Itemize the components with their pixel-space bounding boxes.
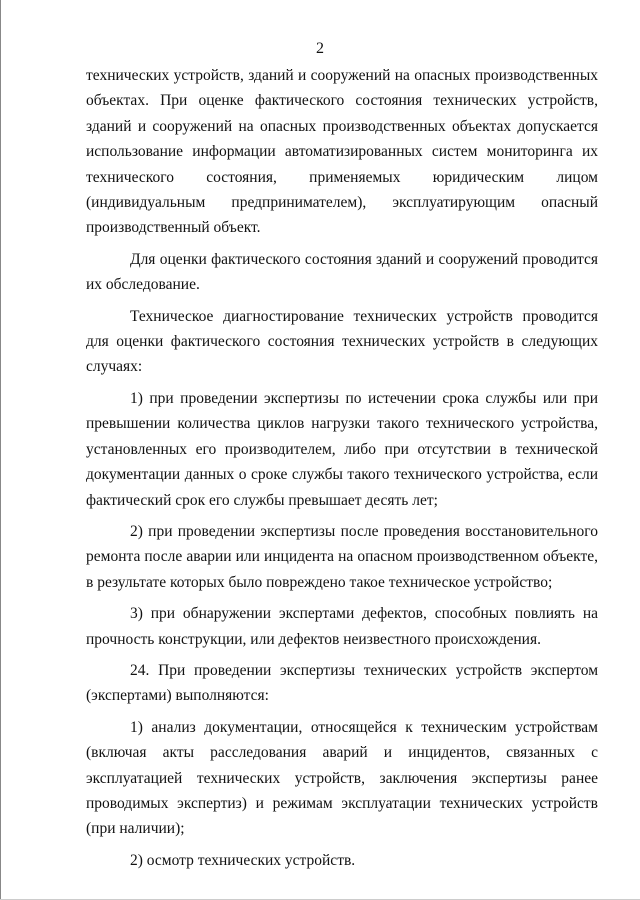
page-edge xyxy=(0,0,1,900)
paragraph-clause-24: 24. При проведении экспертизы технических устройств экспертом (экспертами) выполняются: xyxy=(86,661,598,705)
page-number: 2 xyxy=(316,40,324,57)
list-item-1: 1) при проведении экспертизы по истечении срока службы или при превышении количества циклов нагрузки такого технического устройства, установленных его производителем, либо при отсутствии в технической документации данных о сроке службы такого технического устройства, если фактический срок его службы превышает десять лет; xyxy=(86,389,598,509)
list-item-3: 3) при обнаружении экспертами дефектов, способных повлиять на прочность конструкции, или дефектов неизвестного происхождения. xyxy=(86,605,598,648)
document-body xyxy=(86,63,598,873)
paragraph-diagnostics-intro: Техническое диагностирование технических устройств проводится для оценки фактического состояния технических устройств в следующих случаях: xyxy=(86,307,598,376)
clause-24-item-2: 2) осмотр технических устройств. xyxy=(130,851,356,869)
clause-24-item-1: 1) анализ документации, относящейся к техническим устройствам (включая акты расследования аварий и инцидентов, связанных с эксплуатацией технических устройств, заключения экспертизы ранее проводимых экспертиз) и режимам эксплуатации технических устройств (при наличии); xyxy=(86,718,598,838)
paragraph-buildings-survey: Для оценки фактического состояния зданий и сооружений проводится их обследование. xyxy=(86,250,598,294)
paragraph-continuation: технических устройств, зданий и сооружений на опасных производственных объектах. При оценке фактического состояния технических устройств, зданий и сооружений на опасных производственных объектах допускается использование информации автоматизированных систем мониторинга их технического состояния, применяемых юридическим лицом (индивидуальным предпринимателем), эксплуатирующим опасный производственный объект. xyxy=(86,67,598,237)
list-item-2: 2) при проведении экспертизы после проведения восстановительного ремонта после аварии или инцидента на опасном производственном объекте, в результате которых было повреждено такое техническое устройство; xyxy=(86,522,598,591)
